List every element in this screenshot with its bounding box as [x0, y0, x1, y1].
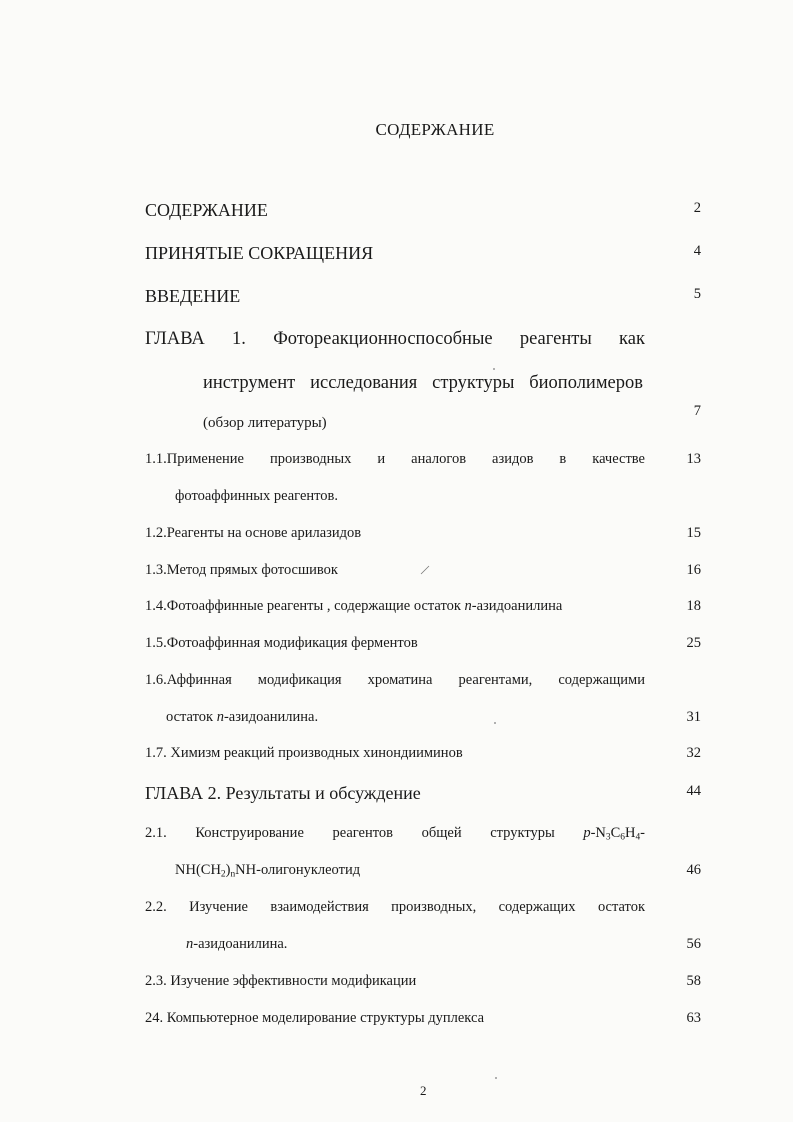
toc-entry-1-1-line2: фотоаффинных реагентов.	[175, 488, 339, 504]
toc-page-number: 2	[693, 200, 701, 216]
toc-page-number: 58	[686, 973, 701, 989]
toc-entry-2-2-line2: n-азидоанилина.	[186, 936, 288, 952]
toc-page-number: 13	[686, 451, 701, 467]
scan-speck	[494, 722, 496, 724]
toc-entry-2-3: 2.3. Изучение эффективности модификации	[145, 973, 417, 989]
toc-entry-label: ПРИНЯТЫЕ СОКРАЩЕНИЯ	[145, 243, 374, 263]
toc-entry-2-2-line1: 2.2. Изучение взаимодействия производных, содержащих остаток	[145, 899, 645, 915]
toc-page-number: 18	[686, 598, 701, 614]
toc-entry-label: ВВЕДЕНИЕ	[145, 286, 241, 306]
toc-page-number: 63	[686, 1010, 701, 1026]
scan-speck	[493, 368, 495, 370]
toc-entry-1-3: 1.3.Метод прямых фотосшивок	[145, 562, 338, 578]
toc-entry-2-1-line1: 2.1. Конструирование реагентов общей структуры $p-N_3C_6H_4-$	[145, 825, 645, 843]
toc-page-number: 7	[693, 403, 701, 419]
toc-page-number: 25	[686, 635, 701, 651]
toc-page-number: 44	[686, 783, 701, 799]
toc-entry-1-6-line2: остаток n-азидоанилина.	[166, 709, 319, 725]
toc-entry-chapter1-line2: инструмент исследования структуры биополимеров	[203, 373, 643, 393]
toc-entry-chapter1-line1: ГЛАВА 1. Фотореакционноспособные реагенты как	[145, 329, 645, 349]
page-title: СОДЕРЖАНИЕ	[375, 120, 495, 139]
toc-page-number: 56	[686, 936, 701, 952]
toc-entry-1-2: 1.2.Реагенты на основе арилазидов	[145, 525, 362, 541]
toc-page-number: 4	[693, 243, 701, 259]
toc-entry-contents	[145, 200, 268, 221]
toc-entry-2-4: 24. Компьютерное моделирование структуры дуплекса	[145, 1010, 485, 1026]
toc-entry-chapter2: ГЛАВА 2. Результаты и обсуждение	[145, 783, 421, 803]
toc-page-number: 31	[686, 709, 701, 725]
toc-page-number: 5	[693, 286, 701, 302]
chemical-formula: $p-N_3C_6H_4-$	[583, 825, 645, 843]
toc-entry-abbreviations	[145, 243, 373, 264]
scan-mark	[420, 565, 430, 575]
scan-speck	[495, 1077, 497, 1079]
toc-entry-1-5: 1.5.Фотоаффинная модификация ферментов	[145, 635, 418, 651]
toc-page-number: 16	[686, 562, 701, 578]
toc-entry-2-1-line2: $NH(CH_2)_nNH$-олигонуклеотид	[175, 862, 361, 880]
toc-entry-introduction	[145, 286, 240, 307]
page-number: 2	[420, 1083, 427, 1098]
toc-entry-1-6-line1: 1.6.Аффинная модификация хроматина реагентами, содержащими	[145, 672, 645, 688]
toc-page-number: 15	[686, 525, 701, 541]
toc-entry-1-1-line1: 1.1.Применение производных и аналогов азидов в качестве	[145, 451, 645, 467]
toc-entry-chapter1-line3: (обзор литературы)	[203, 415, 327, 431]
toc-entry-1-7: 1.7. Химизм реакций производных хинондииминов	[145, 745, 463, 761]
toc-page-number: 32	[686, 745, 701, 761]
toc-page-number: 46	[686, 862, 701, 878]
toc-entry-label: СОДЕРЖАНИЕ	[145, 200, 268, 220]
toc-entry-1-4: 1.4.Фотоаффинные реагенты , содержащие остаток n-азидоанилина	[145, 598, 563, 614]
